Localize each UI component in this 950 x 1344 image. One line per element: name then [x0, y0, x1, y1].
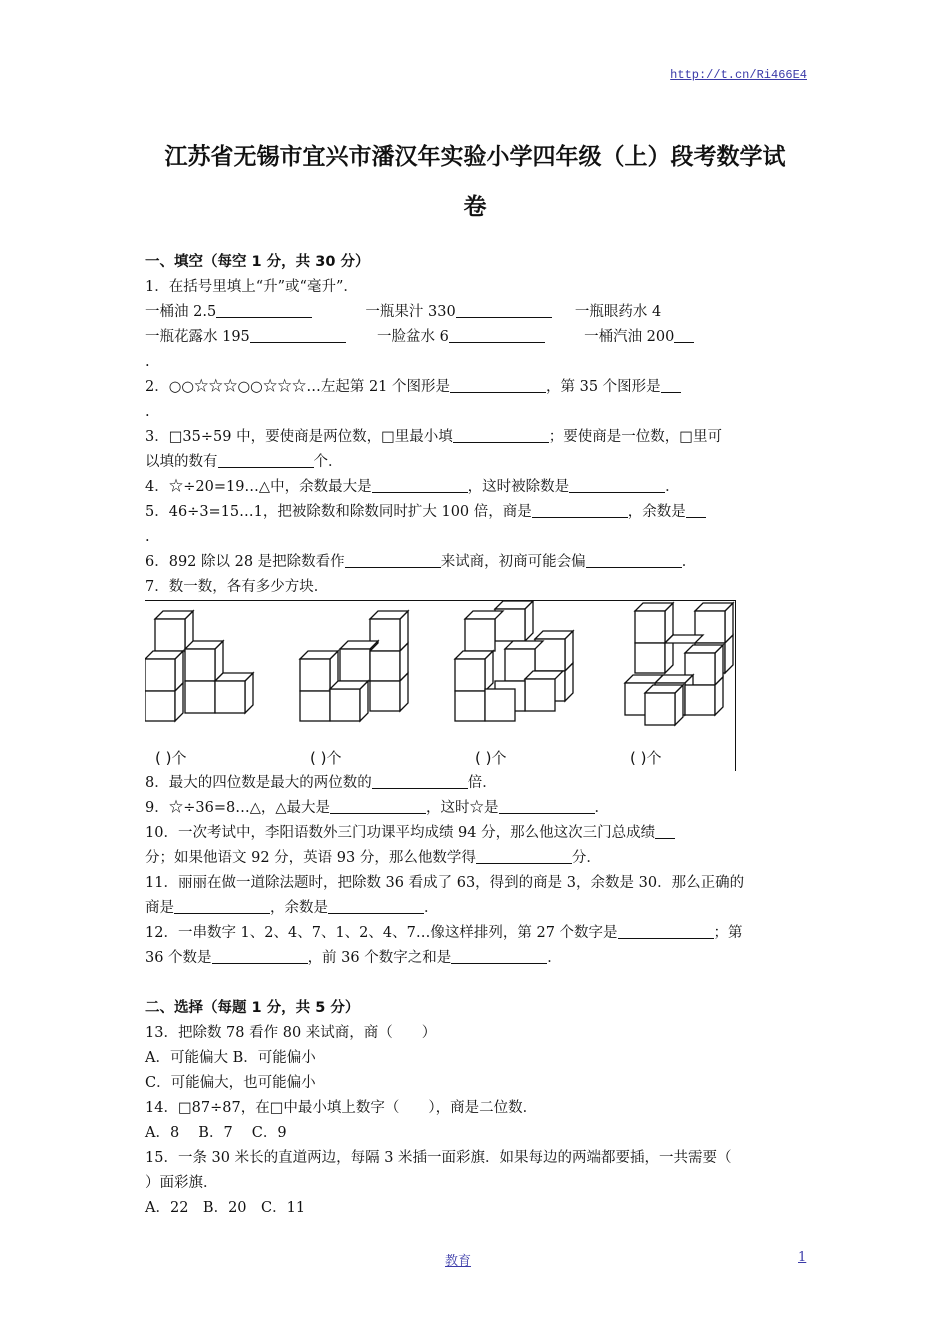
cube-stack-2 [300, 611, 408, 721]
section2-heading: 二、选择（每题 1 分，共 5 分） [145, 1000, 360, 1016]
q8-text-a: 8．最大的四位数是最大的两位数的 [145, 775, 372, 791]
q3-line-2 [145, 450, 810, 475]
page-title [120, 132, 830, 232]
q3-line-1 [145, 425, 810, 450]
q3-text-b: ；要使商是一位数，□里可 [548, 429, 722, 445]
q5-text-b: ，余数是 [627, 504, 686, 520]
answer-blank[interactable] [345, 551, 441, 568]
q5-text-a: 5．46÷3=15…1，把被除数和除数同时扩大 100 倍，商是 [145, 504, 532, 520]
q10-line-2 [145, 846, 810, 871]
q3-text-a: 3．□35÷59 中，要使商是两位数，□里最小填 [145, 429, 453, 445]
q9-text-a: 9．☆÷36=8…△，△最大是 [145, 800, 331, 816]
q12-text-b: ；第 [713, 925, 743, 941]
answer-blank[interactable] [372, 772, 468, 789]
q7-caption-2: ( )个 [310, 749, 342, 767]
title-line-1: 江苏省无锡市宜兴市潘汉年实验小学四年级（上）段考数学试 [164, 144, 786, 170]
q15-line-1: 15．一条 30 米长的直道两边，每隔 3 米插一面彩旗．如果每边的两端都要插，一共需要（ [145, 1150, 732, 1166]
q7-caption-4: ( )个 [630, 749, 662, 767]
q11-line-1: 11．丽丽在做一道除法题时，把除数 36 看成了 63，得到的商是 3，余数是 30．那么正确的 [145, 875, 745, 891]
q12-text-d: ，前 36 个数字之和是 [307, 950, 452, 966]
cube-figure [145, 600, 736, 771]
q2-text-b: ，第 35 个图形是 [546, 379, 661, 395]
answer-blank[interactable] [453, 426, 549, 443]
q7-caption-3: ( )个 [475, 749, 507, 767]
section1-heading: 一、填空（每空 1 分，共 30 分） [145, 254, 370, 270]
q12-text-a: 12．一串数字 1、2、4、7、1、2、4、7…像这样排列，第 27 个数字是 [145, 925, 618, 941]
answer-blank[interactable] [174, 897, 270, 914]
q2 [145, 375, 810, 400]
q10-text-c: 分． [571, 850, 601, 866]
q1-row-1 [145, 300, 810, 325]
q6 [145, 550, 810, 575]
answer-blank[interactable] [250, 326, 346, 343]
answer-blank[interactable] [449, 326, 545, 343]
q1-item-2: 一瓶果汁 330 [365, 304, 456, 320]
q3-text-c: 以填的数有 [145, 454, 218, 470]
continuation-dot: . [145, 404, 150, 420]
q6-text-a: 6．892 除以 28 是把除数看作 [145, 554, 345, 570]
q9 [145, 796, 810, 821]
q15-line-2: ）面彩旗． [145, 1175, 218, 1191]
page-number: 1 [798, 1250, 807, 1265]
answer-blank[interactable] [569, 476, 665, 493]
q11-text-d: ． [424, 900, 439, 916]
q14: 14．□87÷87，在□中最小填上数字（ ），商是二位数． [145, 1100, 538, 1116]
q12-text-c: 36 个数是 [145, 950, 212, 966]
answer-blank[interactable] [328, 897, 424, 914]
answer-blank[interactable] [618, 922, 714, 939]
exam-content [145, 250, 810, 1221]
q7: 7．数一数，各有多少方块． [145, 579, 329, 595]
q10-line-1 [145, 821, 810, 846]
answer-blank[interactable] [586, 551, 682, 568]
answer-blank[interactable] [456, 301, 552, 318]
header-url[interactable]: http://t.cn/Ri466E4 [670, 68, 807, 82]
q4-text-b: ，这时被除数是 [467, 479, 570, 495]
q4 [145, 475, 810, 500]
q11-text-c: ，余数是 [270, 900, 328, 916]
cube-stack-3 [455, 601, 573, 721]
answer-blank[interactable] [674, 326, 694, 343]
footer-link[interactable]: 教育 [445, 1254, 472, 1269]
q13-options-2: C．可能偏大，也可能偏小 [145, 1075, 316, 1091]
q13-options-1: A．可能偏大 B．可能偏小 [145, 1050, 316, 1066]
q10-text-a: 10．一次考试中，李阳语数外三门功课平均成绩 94 分，那么他这次三门总成绩 [145, 825, 656, 841]
answer-blank[interactable] [218, 451, 314, 468]
q1: 1．在括号里填上“升”或“毫升”． [145, 279, 358, 295]
q13: 13．把除数 78 看作 80 来试商，商（ ） [145, 1025, 437, 1041]
q8 [145, 771, 810, 796]
q14-options: A．8 B．7 C．9 [145, 1125, 287, 1141]
cube-stack-4 [625, 603, 733, 725]
q8-text-b: 倍． [467, 775, 497, 791]
q6-text-b: 来试商，初商可能会偏 [440, 554, 586, 570]
answer-blank[interactable] [532, 501, 628, 518]
q2-text-a: 2．○○☆☆☆○○☆☆☆…左起第 21 个图形是 [145, 379, 451, 395]
answer-blank[interactable] [686, 501, 706, 518]
cube-drawings [145, 601, 735, 771]
answer-blank[interactable] [450, 376, 546, 393]
answer-blank[interactable] [330, 797, 426, 814]
q10-text-b: 分；如果他语文 92 分，英语 93 分，那么他数学得 [145, 850, 476, 866]
answer-blank[interactable] [216, 301, 312, 318]
q1-item-6: 一桶汽油 200 [584, 329, 675, 345]
q15-options: A．22 B．20 C．11 [145, 1200, 306, 1216]
q9-text-c: ． [594, 800, 610, 816]
answer-blank[interactable] [655, 822, 675, 839]
answer-blank[interactable] [212, 947, 308, 964]
q5 [145, 500, 810, 525]
q1-item-3: 一瓶眼药水 4 [574, 304, 662, 320]
q1-item-4: 一瓶花露水 195 [145, 329, 250, 345]
q12-text-e: ． [547, 950, 562, 966]
q4-text-a: 4．☆÷20=19…△中，余数最大是 [145, 479, 372, 495]
section-gap [145, 971, 810, 996]
continuation-dot: . [145, 354, 150, 370]
cube-stack-1 [145, 611, 253, 721]
title-line-2: 卷 [463, 194, 487, 220]
q3-text-d: 个． [313, 454, 343, 470]
q1-item-5: 一脸盆水 6 [377, 329, 449, 345]
q9-text-b: ，这时☆是 [426, 800, 499, 816]
q6-text-c: ． [681, 554, 697, 570]
q1-row-2 [145, 325, 810, 350]
q1-item-1: 一桶油 2.5 [145, 304, 217, 320]
q12-line-2 [145, 946, 810, 971]
q11-text-b: 商是 [145, 900, 174, 916]
q7-caption-1: ( )个 [155, 749, 187, 767]
continuation-dot: . [145, 529, 150, 545]
answer-blank[interactable] [451, 947, 547, 964]
q4-text-c: ． [665, 479, 680, 495]
answer-blank[interactable] [499, 797, 595, 814]
answer-blank[interactable] [661, 376, 681, 393]
answer-blank[interactable] [372, 476, 468, 493]
q12-line-1 [145, 921, 810, 946]
q11-line-2 [145, 896, 810, 921]
answer-blank[interactable] [476, 847, 572, 864]
